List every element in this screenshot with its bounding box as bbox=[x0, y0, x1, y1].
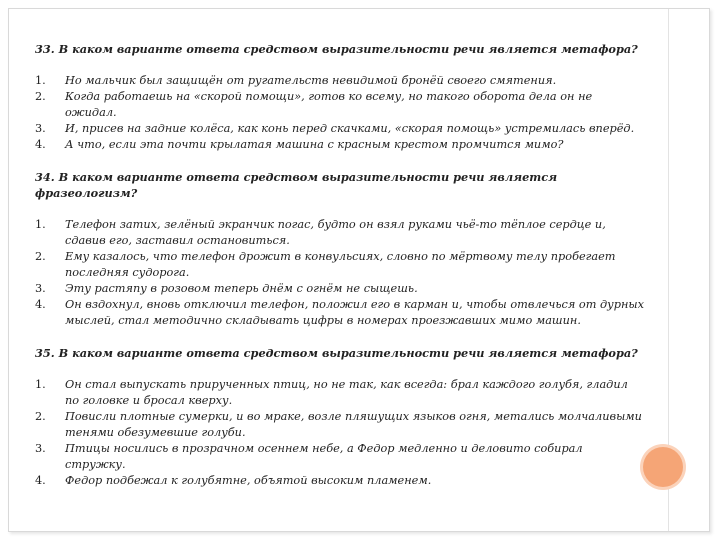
option-text: Ему казалось, что телефон дрожит в конвульсиях, словно по мёртвому телу пробегает последняя судорога. bbox=[65, 250, 616, 279]
option-number: 2. bbox=[35, 410, 46, 423]
option-text: Эту растяпу в розовом теперь днём с огнём не сыщешь. bbox=[65, 282, 418, 295]
option-number: 2. bbox=[35, 90, 46, 103]
answer-list bbox=[35, 73, 645, 153]
answer-option bbox=[35, 137, 645, 153]
slide-content bbox=[35, 41, 645, 505]
question-33 bbox=[35, 41, 645, 153]
answer-option bbox=[35, 473, 645, 489]
question-title: 34. В каком варианте ответа средством выразительности речи является фразеологизм? bbox=[35, 170, 558, 200]
option-text: Федор подбежал к голубятне, объятой высоким пламенем. bbox=[65, 474, 432, 487]
answer-list bbox=[35, 217, 645, 329]
option-number: 2. bbox=[35, 250, 46, 263]
answer-option bbox=[35, 297, 645, 329]
option-text: И, присев на задние колёса, как конь перед скачками, «скорая помощь» устремилась вперёд. bbox=[65, 122, 635, 135]
answer-option bbox=[35, 409, 645, 441]
option-number: 3. bbox=[35, 282, 46, 295]
option-text: Но мальчик был защищён от ругательств невидимой бронёй своего смятения. bbox=[65, 74, 557, 87]
option-number: 3. bbox=[35, 442, 46, 455]
option-number: 1. bbox=[35, 378, 46, 391]
option-number: 4. bbox=[35, 298, 46, 311]
option-text: Телефон затих, зелёный экранчик погас, будто он взял руками чьё-то тёплое сердце и, сдавив его, заставил остановиться. bbox=[65, 218, 606, 247]
answer-option bbox=[35, 249, 645, 281]
answer-option bbox=[35, 73, 645, 89]
answer-option bbox=[35, 441, 645, 473]
option-text: Когда работаешь на «скорой помощи», готов ко всему, но такого оборота дела он не ожидал. bbox=[65, 90, 593, 119]
answer-option bbox=[35, 377, 645, 409]
question-34 bbox=[35, 169, 645, 329]
option-text: Он вздохнул, вновь отключил телефон, положил его в карман и, чтобы отвлечься от дурных мыслей, стал методично складывать цифры в номерах проезжавших мимо машин. bbox=[65, 298, 644, 327]
question-title: 35. В каком варианте ответа средством выразительности речи является метафора? bbox=[35, 346, 638, 360]
option-text: А что, если эта почти крылатая машина с красным крестом промчится мимо? bbox=[65, 138, 564, 151]
answer-option bbox=[35, 217, 645, 249]
option-number: 4. bbox=[35, 138, 46, 151]
option-text: Он стал выпускать прирученных птиц, но не так, как всегда: брал каждого голубя, гладил по головке и бросал кверху. bbox=[65, 378, 628, 407]
answer-option bbox=[35, 281, 645, 297]
answer-option bbox=[35, 121, 645, 137]
question-35 bbox=[35, 345, 645, 489]
option-text: Птицы носились в прозрачном осеннем небе, а Федор медленно и деловито собирал стружку. bbox=[65, 442, 583, 471]
question-title: 33. В каком варианте ответа средством выразительности речи является метафора? bbox=[35, 42, 638, 56]
option-number: 1. bbox=[35, 74, 46, 87]
option-text: Повисли плотные сумерки, и во мраке, возле пляшущих языков огня, метались молчаливыми тенями обезумевшие голуби. bbox=[65, 410, 642, 439]
answer-list bbox=[35, 377, 645, 489]
option-number: 4. bbox=[35, 474, 46, 487]
decorative-circle bbox=[643, 447, 683, 487]
answer-option bbox=[35, 89, 645, 121]
option-number: 3. bbox=[35, 122, 46, 135]
option-number: 1. bbox=[35, 218, 46, 231]
